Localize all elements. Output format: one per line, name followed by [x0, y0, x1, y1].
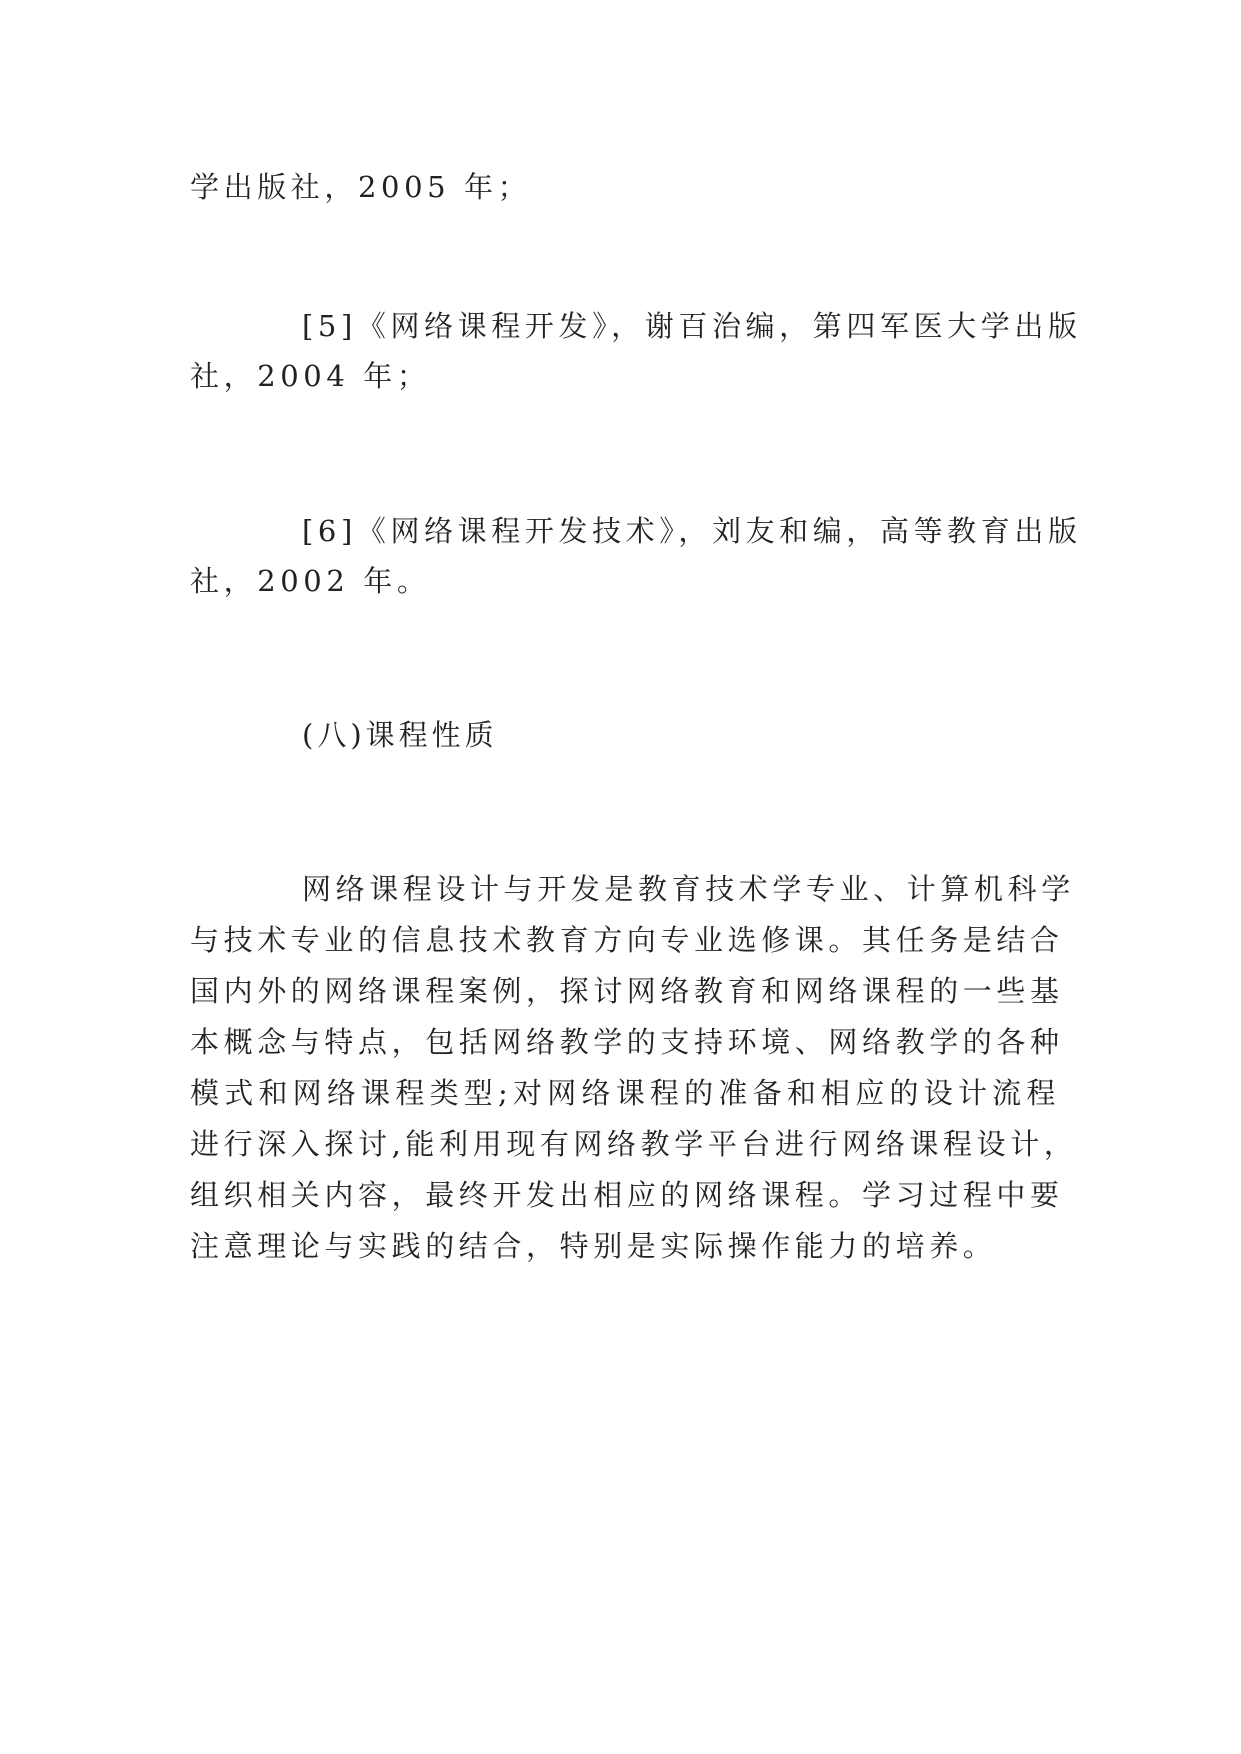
paragraph-line: 本概念与特点，包括网络教学的支持环境、网络教学的各种 [190, 1025, 1064, 1059]
section-heading: (八)课程性质 [302, 718, 498, 752]
paragraph-line: 组织相关内容，最终开发出相应的网络课程。学习过程中要 [190, 1178, 1064, 1212]
paragraph-line: 注意理论与实践的结合，特别是实际操作能力的培养。 [190, 1229, 997, 1263]
reference-5-line-1: [5]《网络课程开发》，谢百治编，第四军医大学出版 [302, 309, 1082, 343]
paragraph-line: 网络课程设计与开发是教育技术学专业、计算机科学 [302, 872, 1075, 906]
paragraph-line: 进行深入探讨,能利用现有网络教学平台进行网络课程设计， [190, 1127, 1078, 1161]
paragraph-line: 模式和网络课程类型;对网络课程的准备和相应的设计流程 [190, 1076, 1060, 1110]
paragraph-line: 与技术专业的信息技术教育方向专业选修课。其任务是结合 [190, 923, 1064, 957]
reference-6-line-2: 社，2002 年。 [190, 564, 431, 598]
paragraph-line: 国内外的网络课程案例，探讨网络教育和网络课程的一些基 [190, 974, 1064, 1008]
reference-6-line-1: [6]《网络课程开发技术》，刘友和编，高等教育出版 [302, 514, 1082, 548]
reference-5-line-2: 社，2004 年； [190, 359, 431, 393]
reference-continuation: 学出版社，2005 年； [190, 170, 532, 204]
